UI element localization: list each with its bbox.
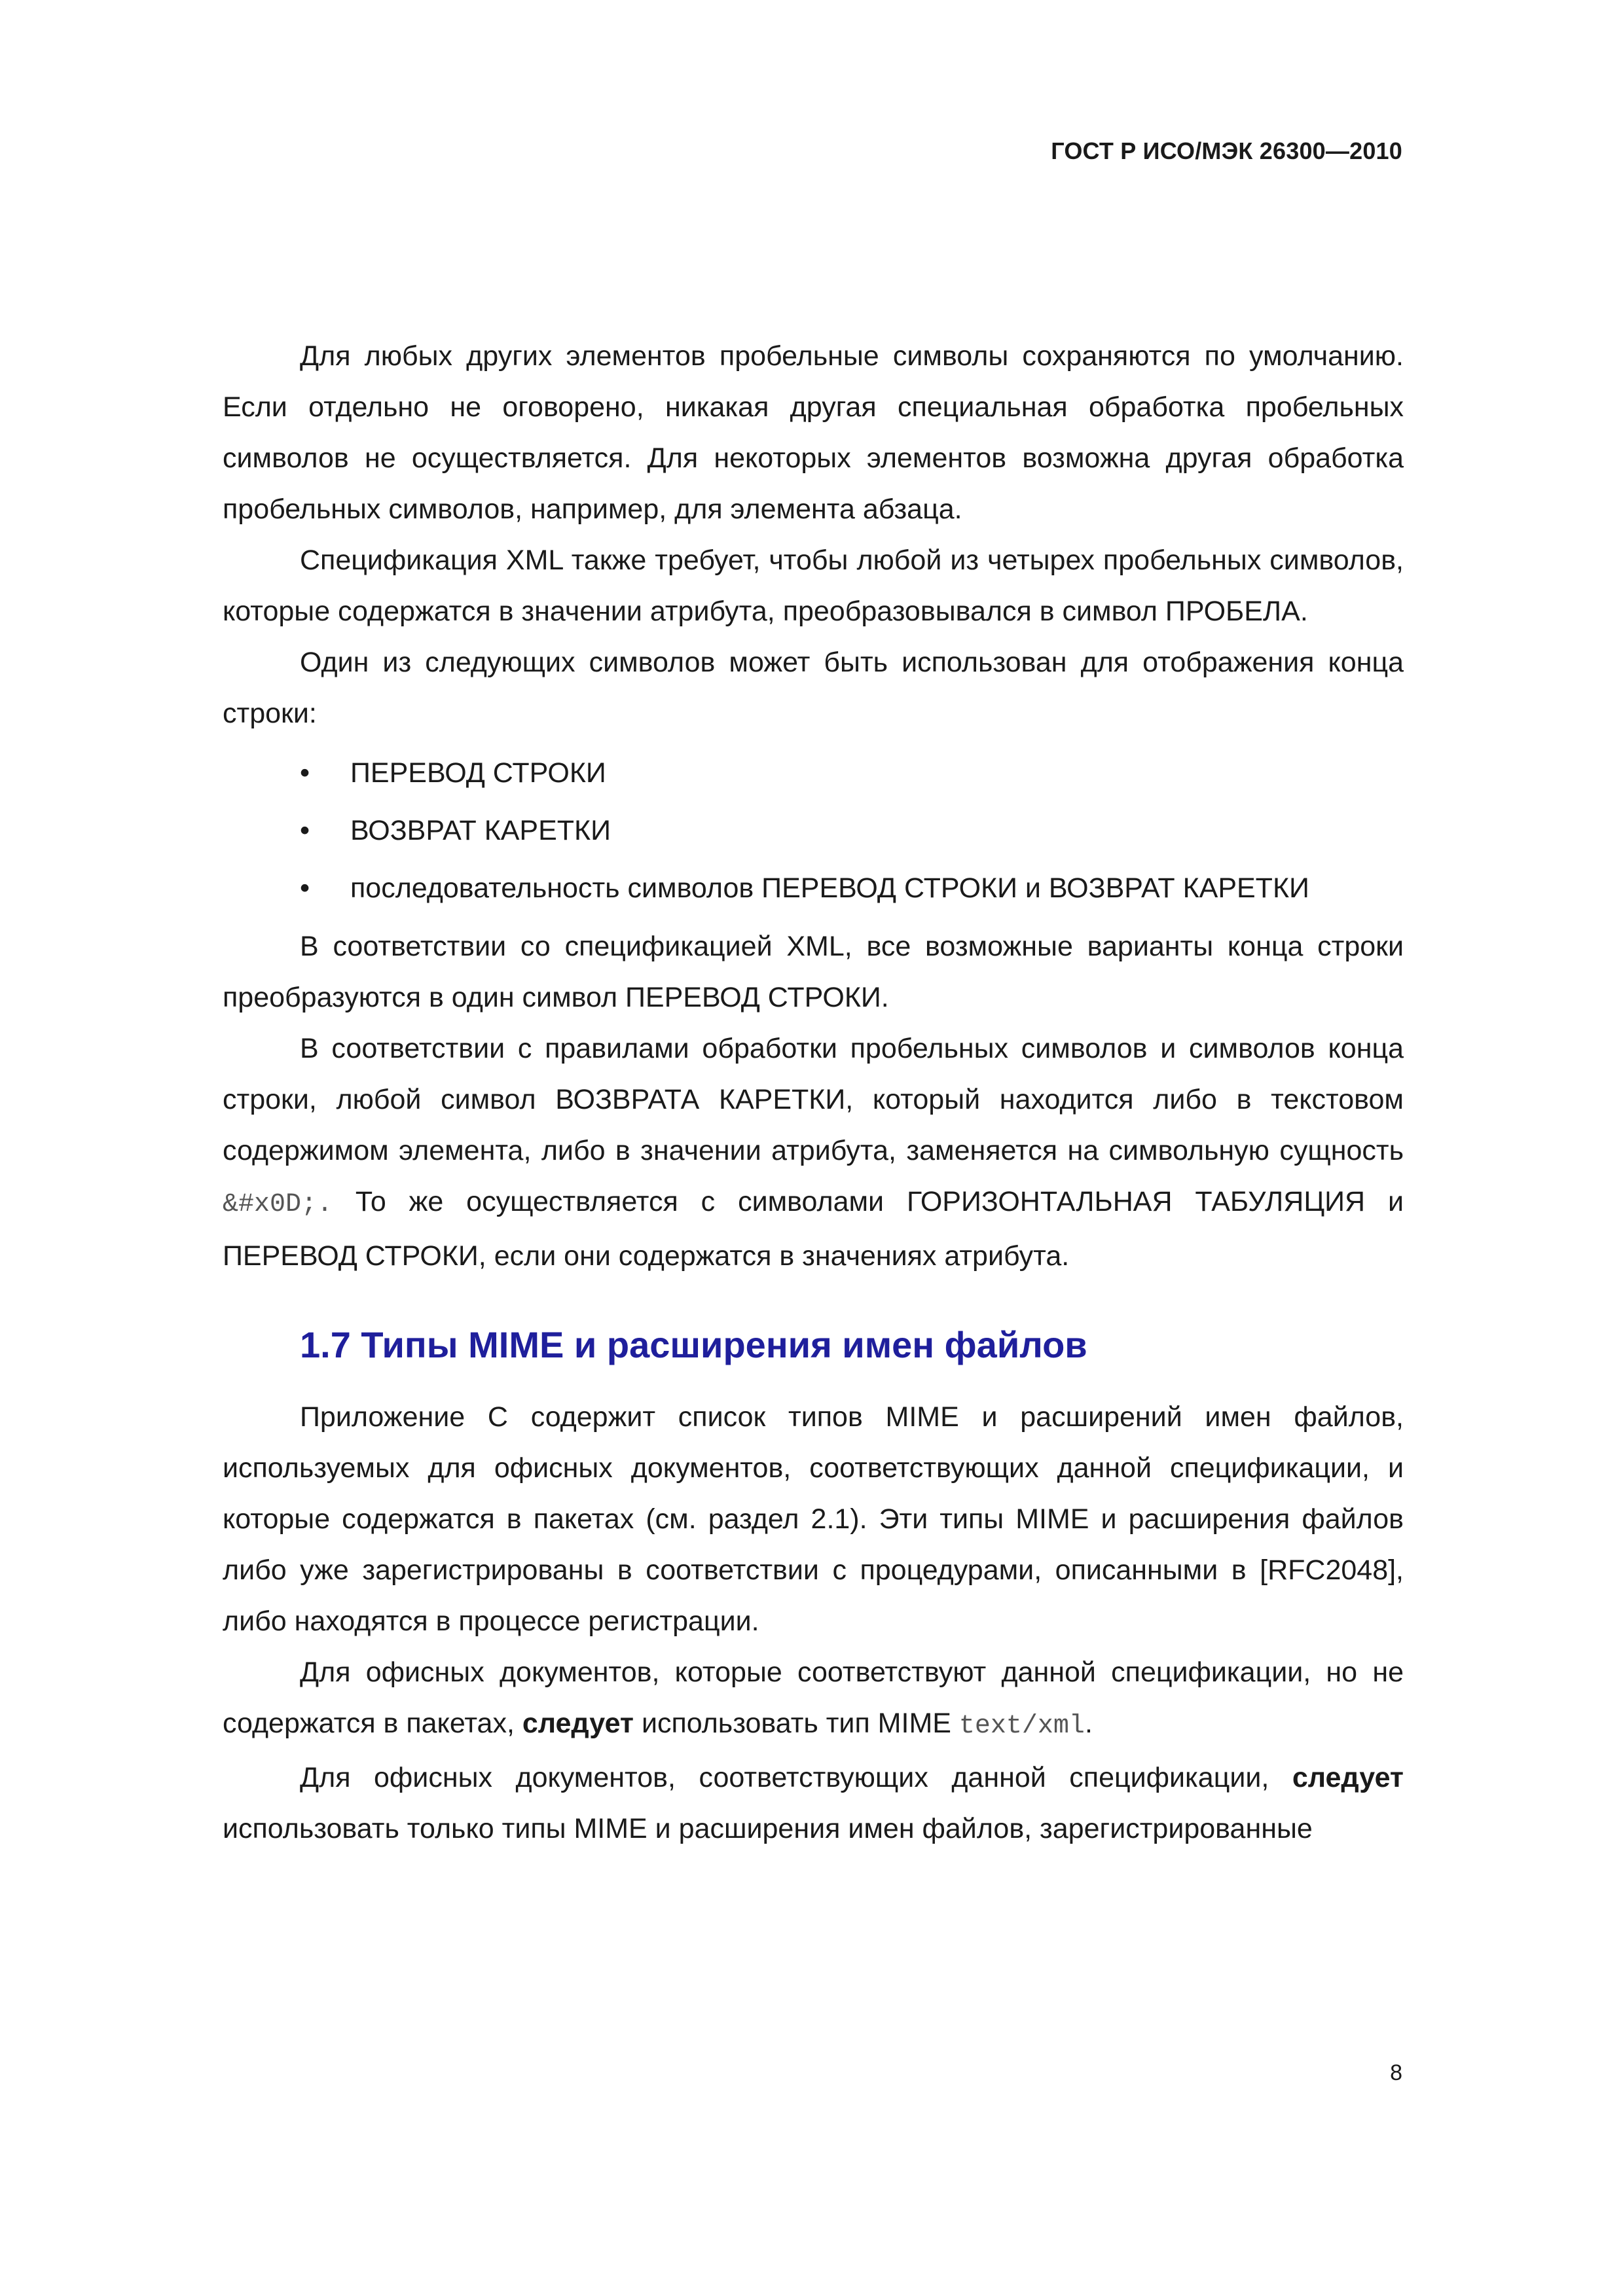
list-item-text: последовательность символов ПЕРЕВОД СТРОКИ и ВОЗВРАТ КАРЕТКИ: [350, 872, 1309, 904]
page-number: 8: [1390, 2060, 1402, 2085]
list-item: [223, 859, 1404, 917]
page-body: [223, 331, 1404, 1854]
emphasis-should: следует: [522, 1708, 634, 1739]
emphasis-should: следует: [1292, 1762, 1404, 1793]
list-item: [223, 744, 1404, 802]
code-mime-type: text/xml: [958, 1712, 1085, 1741]
paragraph-whitespace-default: Для любых других элементов пробельные символы сохраняются по умолчанию. Если отдельно не оговорено, никакая другая специальная обработка пробельных символов не осуществляется. Для некоторых элементов возможна другая обработка пробельных символов, например, для элемента абзаца.: [223, 340, 1404, 525]
paragraph-text: В соответствии с правилами обработки пробельных символов и символов конца строки, любой символ ВОЗВРАТА КАРЕТКИ, который находится либо в текстовом содержимом элемента, либо в значении атрибута, заменяется на символьную сущность: [223, 1033, 1404, 1166]
list-item: [223, 802, 1404, 859]
paragraph-text: То же осуществляется с символами ГОРИЗОНТАЛЬНАЯ ТАБУЛЯЦИЯ и ПЕРЕВОД СТРОКИ, если они содержатся в значениях атрибута.: [223, 1186, 1404, 1272]
paragraph-mime-text-xml: [223, 1647, 1404, 1752]
paragraph-xml-attribute-whitespace: Спецификация XML также требует, чтобы любой из четырех пробельных символов, которые содержатся в значении атрибута, преобразовывался в символ ПРОБЕЛА.: [223, 545, 1404, 627]
paragraph-mime-appendix: Приложение С содержит список типов MIME и расширений имен файлов, используемых для офисных документов, соответствующих данной спецификации, и которые содержатся в пакетах (см. раздел 2.1). Эти типы MIME и расширения файлов либо уже зарегистрированы в соответствии с процедурами, описанными в [RFC2048], либо находятся в процессе регистрации.: [223, 1401, 1404, 1637]
paragraph-text: использовать только типы MIME и расширения имен файлов, зарегистрированные: [223, 1813, 1313, 1844]
document-header-id: ГОСТ Р ИСО/МЭК 26300—2010: [1051, 137, 1402, 164]
paragraph-text: .: [1084, 1708, 1093, 1739]
line-end-list: [223, 744, 1404, 917]
paragraph-mime-registered: [223, 1752, 1404, 1854]
paragraph-line-end-symbols: Один из следующих символов может быть использован для отображения конца строки:: [223, 647, 1404, 729]
bullet-icon: •: [300, 872, 310, 904]
paragraph-carriage-return-entity: [223, 1023, 1404, 1282]
bullet-icon: •: [300, 757, 310, 789]
bullet-icon: •: [300, 815, 310, 846]
section-heading: 1.7 Типы MIME и расширения имен файлов: [300, 1324, 1087, 1365]
code-entity: &#x0D;.: [223, 1190, 333, 1219]
paragraph-xml-line-end-normalization: В соответствии со спецификацией XML, все возможные варианты конца строки преобразуются в один символ ПЕРЕВОД СТРОКИ.: [223, 931, 1404, 1013]
paragraph-text: Для офисных документов, соответствующих данной спецификации,: [300, 1762, 1292, 1793]
list-item-text: ПЕРЕВОД СТРОКИ: [350, 757, 606, 789]
paragraph-text: Для офисных документов, которые соответствуют данной спецификации, но не содержатся в пакетах,: [223, 1657, 1404, 1739]
paragraph-text: использовать тип MIME: [634, 1708, 959, 1739]
list-item-text: ВОЗВРАТ КАРЕТКИ: [350, 815, 611, 846]
